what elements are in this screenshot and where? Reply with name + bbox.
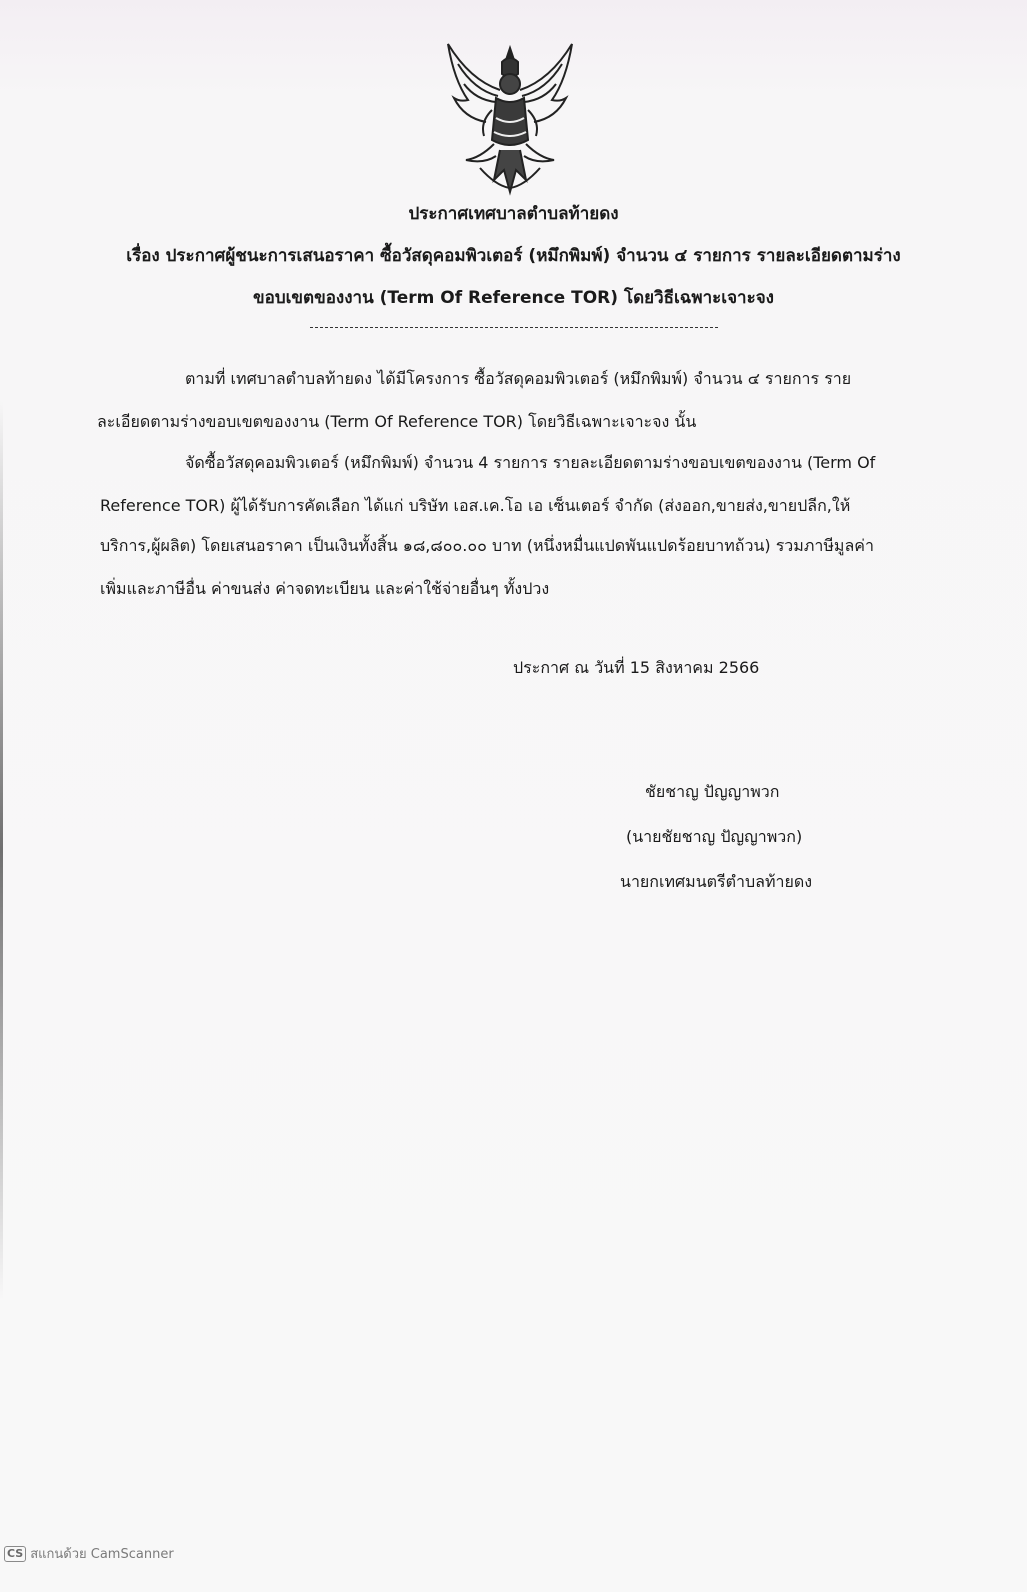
subject-line-2: ขอบเขตของงาน (Term Of Reference TOR) โดยวิธีเฉพาะเจาะจง — [253, 288, 774, 308]
scan-edge-shadow — [0, 400, 3, 1300]
paragraph-1-line-1: ตามที่ เทศบาลตำบลท้ายดง ได้มีโครงการ ซื้อวัสดุคอมพิวเตอร์ (หมึกพิมพ์) จำนวน ๔ รายการ ราย — [185, 369, 852, 388]
paragraph-2-line-4: เพิ่มและภาษีอื่น ค่าขนส่ง ค่าจดทะเบียน และค่าใช้จ่ายอื่นๆ ทั้งปวง — [100, 579, 550, 598]
paragraph-2-line-1: จัดซื้อวัสดุคอมพิวเตอร์ (หมึกพิมพ์) จำนวน 4 รายการ รายละเอียดตามร่างขอบเขตของงาน (Term Of — [185, 453, 876, 472]
paragraph-2-line-3: บริการ,ผู้ผลิต) โดยเสนอราคา เป็นเงินทั้งสิ้น ๑๘,๘๐๐.๐๐ บาท (หนึ่งหมื่นแปดพันแปดร้อยบาทถ้วน) รวมภาษีมูลค่า — [100, 536, 874, 555]
document-title: ประกาศเทศบาลตำบลท้ายดง — [408, 204, 619, 224]
signatory-printed-name: (นายชัยชาญ ปัญญาพวก) — [626, 827, 803, 846]
camscanner-logo-icon: CS — [4, 1546, 26, 1562]
signatory-position: นายกเทศมนตรีตำบลท้ายดง — [620, 872, 813, 891]
announcement-date: ประกาศ ณ วันที่ 15 สิงหาคม 2566 — [513, 658, 760, 677]
subject-line-1: เรื่อง ประกาศผู้ชนะการเสนอราคา ซื้อวัสดุคอมพิวเตอร์ (หมึกพิมพ์) จำนวน ๔ รายการ รายละเอียดตามร่าง — [126, 246, 901, 266]
scanner-watermark-text: สแกนด้วย CamScanner — [30, 1547, 174, 1562]
divider — [310, 327, 718, 328]
scanner-watermark — [4, 1543, 174, 1564]
paragraph-1-line-2: ละเอียดตามร่างขอบเขตของงาน (Term Of Reference TOR) โดยวิธีเฉพาะเจาะจง นั้น — [97, 412, 697, 431]
signature: ชัยชาญ ปัญญาพวก — [645, 782, 780, 801]
paragraph-2-line-2: Reference TOR) ผู้ได้รับการคัดเลือก ได้แก่ บริษัท เอส.เค.โอ เอ เซ็นเตอร์ จำกัด (ส่งออก,ขายส่ง,ขายปลีก,ให้ — [100, 496, 851, 515]
garuda-emblem-icon — [440, 40, 580, 200]
